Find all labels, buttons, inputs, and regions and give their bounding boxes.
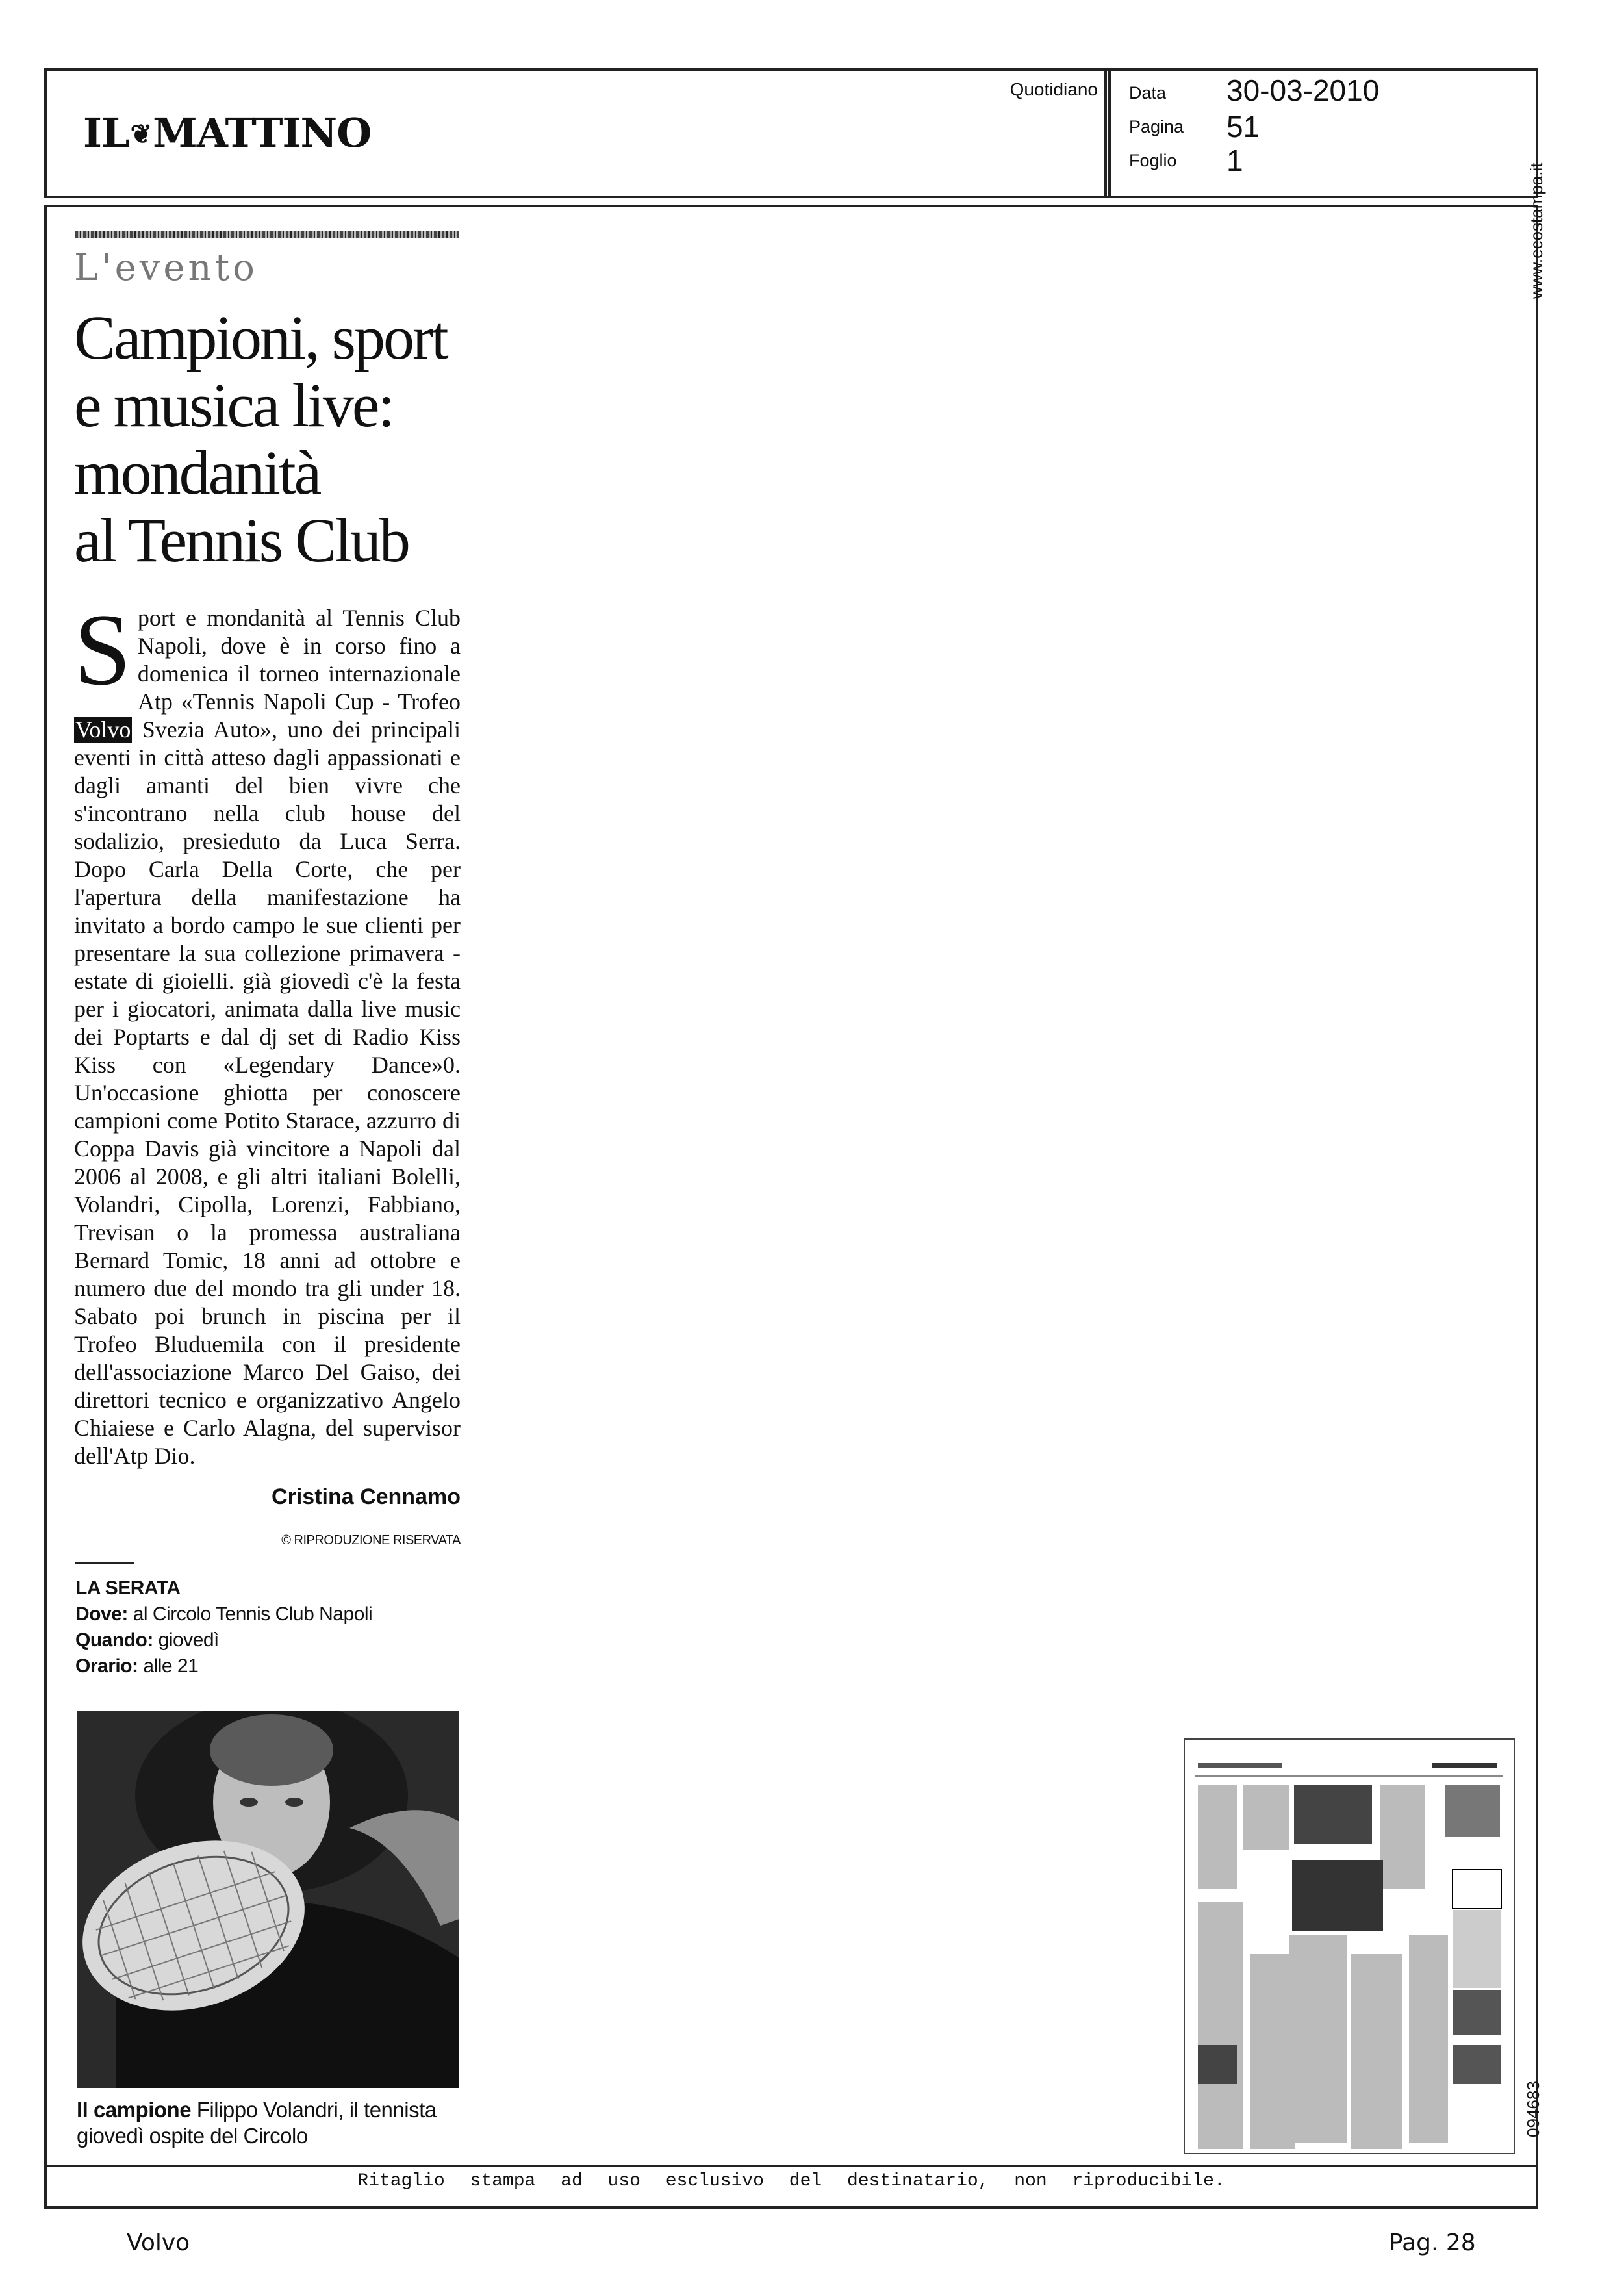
pagina-label: Pagina: [1129, 117, 1184, 136]
headline: [74, 304, 464, 574]
website-vertical: www.ecostampa.it: [1527, 162, 1546, 299]
body-text-rest: Svezia Auto», uno dei principali eventi in città atteso dagli appassionati e dagli amanti del bien vivre che s'incontrano nella club house del sodalizio, presieduto da Luca Serra. Dopo Carla Della Corte, che per l'apertura della manifestazione ha invitato a bordo campo le sue clienti per presentare la sua collezione primavera - estate di gioielli. già giovedì c'è la festa per i giocatori, animata dalla live music dei Poptarts e dal dj set di Radio Kiss Kiss con «Legendary Dance»0. Un'occasione ghiotta per conoscere campioni come Potito Starace, azzurro di Coppa Davis già vincitore a Napoli dal 2006 al 2008, e gli altri italiani Bolelli, Volandri, Cipolla, Lorenzi, Fabbiano, Trevisan o la promessa australiana Bernard Tomic, 18 anni ad ottobre e numero due del mondo tra gli under 18. Sabato poi brunch in piscina per il Trofeo Bluduemila con il presidente dell'associazione Marco Del Gaiso, dei direttori tecnico e organizzativo Angelo Chiaiese e Carlo Alagna, del supervisor dell'Atp Dio.: [74, 717, 461, 1469]
info-rule: [75, 1562, 134, 1564]
page-thumbnail-illustration: [1185, 1740, 1514, 2153]
pagina-value: 51: [1226, 110, 1260, 144]
kicker-rule: [75, 231, 459, 238]
byline: Cristina Cennamo: [272, 1484, 461, 1509]
headline-line: Campioni, sport: [74, 303, 447, 372]
highlighted-keyword: Volvo: [75, 717, 131, 743]
footer-page-number: Pag. 28: [1389, 2230, 1476, 2256]
tennis-player-photo: [77, 1711, 459, 2088]
headline-line: al Tennis Club: [74, 505, 409, 575]
foglio-value: 1: [1226, 144, 1243, 177]
headline-line: e musica live:: [74, 370, 394, 440]
masthead-il: IL: [83, 109, 129, 157]
foglio-label: Foglio: [1129, 151, 1177, 170]
body-text-start: port e mondanità al Tennis Club Napoli, dove è in corso fino a domenica il torneo internazionale Atp «Tennis Napoli Cup - Trofeo: [137, 605, 461, 715]
photo-illustration: [77, 1711, 459, 2088]
data-value: 30-03-2010: [1226, 73, 1380, 107]
headline-line: mondanità: [74, 438, 320, 507]
page-thumbnail: [1184, 1738, 1515, 2154]
info-title: LA SERATA: [75, 1577, 181, 1599]
article-body: [74, 593, 461, 1470]
event-info-box: [75, 1575, 462, 1679]
copyright-notice: © RIPRODUZIONE RISERVATA: [281, 1533, 461, 1547]
kicker: L'evento: [74, 247, 258, 289]
disclaimer: Ritaglio stampa ad uso esclusivo del destinatario, non riproducibile.: [357, 2171, 1225, 2191]
info-orario: Orario: alle 21: [75, 1655, 199, 1677]
info-dove: Dove: al Circolo Tennis Club Napoli: [75, 1603, 373, 1625]
publication-type: Quotidiano: [1009, 79, 1098, 99]
clipping-code: 094683: [1523, 2081, 1543, 2137]
masthead-mattino: MATTINO: [153, 109, 372, 157]
header-divider: [1104, 68, 1111, 198]
footer-client: Volvo: [127, 2230, 190, 2256]
rooster-icon: ❦: [130, 119, 152, 149]
masthead-logo: [83, 109, 421, 168]
data-label: Data: [1129, 83, 1167, 103]
disclaimer-divider: [44, 2165, 1538, 2167]
info-quando: Quando: giovedì: [75, 1629, 219, 1651]
drop-cap: S: [74, 593, 131, 707]
photo-caption: Il campione Filippo Volandri, il tennista giovedì ospite del Circolo: [77, 2098, 437, 2148]
